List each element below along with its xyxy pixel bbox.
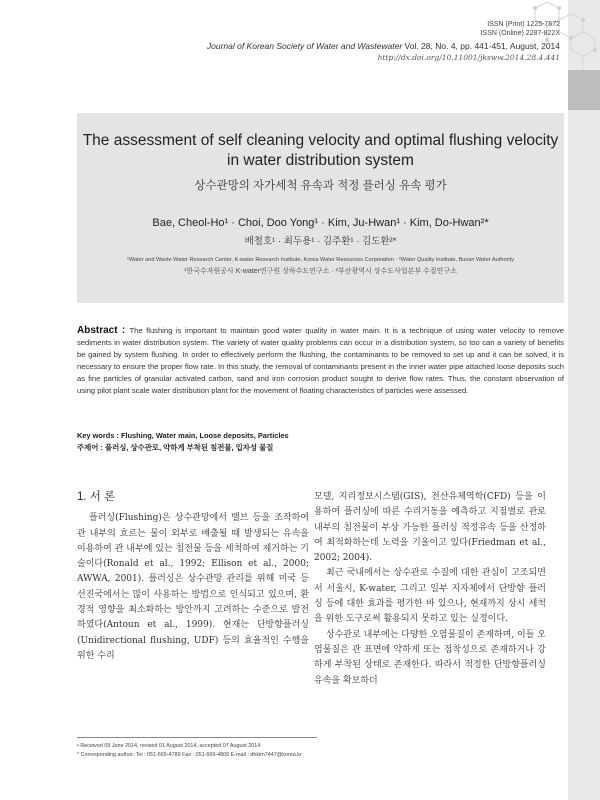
page-edge-tab: [568, 0, 600, 800]
footnote: [77, 737, 317, 760]
journal-citation: [207, 41, 560, 51]
page-edge-tab-marker: [568, 70, 600, 110]
body-paragraph: 최근 국내에서는 상수관로 수질에 대한 관심이 고조되면서 서울시, K-water, 그리고 일부 지자체에서 단방향 플러싱 등에 대한 효과를 평가한 바 있으나, 현재까지 상시 세척을 위한 도구로써 활용되지 못하고 있는 실정이다.: [314, 568, 546, 625]
section-heading: 1. 서 론: [77, 491, 116, 503]
affiliations-korean: ¹한국수자원공사 K-water연구원 상하수도연구소 · ²부산광역시 상수도사업본부 수질연구소: [184, 268, 457, 275]
footnote-corresponding-author: * Corresponding author: Tel : 051-669-4789 Fax : 051-669-4809 E-mail : dhkim7447@korea.kr: [77, 752, 302, 758]
paper-title-korean: 상수관망의 자가세척 유속과 적정 플러싱 유속 평가: [194, 180, 447, 192]
footnote-received: • Received 09 June 2014, revised 01 August 2014, accepted 07 August 2014: [77, 743, 261, 749]
issn-print: ISSN (Print) 1225-7672: [487, 21, 560, 28]
keywords-korean: 주제어 : 플러싱, 상수관로, 약하게 부착된 침전물, 입자성 물질: [77, 443, 274, 452]
keywords: [77, 430, 564, 454]
journal-header: [207, 20, 560, 62]
affiliations-english: ¹Water and Waste Water Research Center, K-water Research Institute, Korea Water Resources Corporation · ²Water Quality Institute, Busan Water Authority: [126, 257, 515, 263]
authors-korean: 배철호¹ · 최두용¹ · 김주환¹ · 김도환²*: [244, 236, 397, 247]
body-paragraph: 플러싱(Flushing)은 상수관망에서 밸브 등을 조작하여 관 내부의 흐르는 물이 외부로 배출될 때 발생되는 유속을 이용하여 관 내부에 있는 침전물 등을 세척하여 제거하는 기술이다(Ronald et al., 1992; Ellison et al., 2000; AWWA, 2001). 플러싱은 상수관망 관리를 위해 미국 등 선진국에서는 많이 사용하는 방법으로 인식되고 있으며, 환경적 영향을 최소화하는 방안까지 고려하는 수준으로 발전하였다(Antoun et al., 1999). 현재는 단방향플러싱(Unidirectional flushing, UDF) 등의 효율적인 수행을 위한 수리: [77, 513, 309, 661]
body-paragraph-continued: 모델, 지리정보시스템(GIS), 전산유체역학(CFD) 등을 이용하여 플러싱에 따른 수리거동을 예측하고 지점별로 관로 내부의 침전물이 부상 가능한 플러싱 적정유속 등을 산정하여 최적화하는데 노력을 기울이고 있다(Friedman et al., 2002; 2004).: [314, 492, 546, 564]
body-column-right: [314, 490, 546, 689]
keywords-english: Key words : Flushing, Water main, Loose deposits, Particles: [77, 431, 289, 440]
paper-title-english: The assessment of self cleaning velocity and optimal flushing velocity in water distribution system: [82, 132, 559, 169]
doi-link[interactable]: http://dx.doi.org/10.11001/jksww.2014.28.4.441: [377, 53, 560, 62]
body-column-left: [77, 490, 309, 664]
journal-name: Journal of Korean Society of Water and Wastewater: [206, 41, 403, 51]
journal-issue: Vol. 28, No. 4, pp. 441-451, August, 2014: [402, 41, 560, 51]
abstract-text: The flushing is important to maintain good water quality in water main. It is a technique of using water velocity to remove sediments in water distribution system. The variety of water quality problems can occur in a distribution system, so too can a variety of benefits be gained by system flushing. In order to effectively perform the flushing, the contaminants to be removed to set up and it can be solved, it is necessary to ensure the proper flow rate. In this study, the removal of contaminants present in the inner water pipe attached loose deposits such as fine particles of granular activated carbon, sand and iron corrosion product sought to derive flow rates. Thus, the constant observation of using pilot plant scale water distribution plant for the movement of floating characteristics of particles were assessed.: [77, 326, 565, 395]
abstract: [77, 325, 564, 397]
title-block: [77, 113, 564, 303]
authors-english: Bae, Cheol-Ho¹ · Choi, Doo Yong¹ · Kim, Ju-Hwan¹ · Kim, Do-Hwan²*: [152, 217, 489, 229]
abstract-label: Abstract :: [77, 325, 130, 336]
body-paragraph: 상수관로 내부에는 다양한 오염물질이 존재하며, 이들 오염물질은 관 표면에 약하게 또는 점착성으로 존재하거나 강하게 부착된 상태로 존재한다. 따라서 적정한 단방향플러싱 유속을 확보하더: [314, 629, 546, 686]
issn-online: ISSN (Online) 2287-822X: [480, 30, 560, 37]
